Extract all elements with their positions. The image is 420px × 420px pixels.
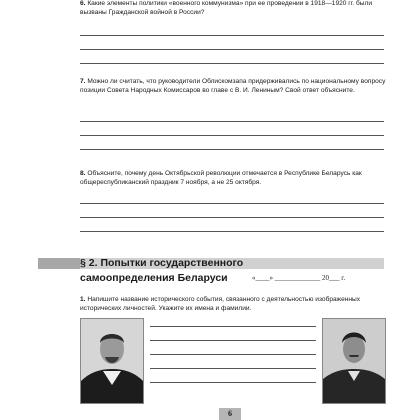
section-question-1-number: 1. (80, 296, 86, 303)
portrait-photo-right (322, 318, 386, 404)
answer-line[interactable] (80, 135, 384, 136)
question-8 (80, 170, 386, 187)
answer-line[interactable] (80, 231, 384, 232)
section-title-line1 (80, 255, 243, 271)
section-question-1 (80, 296, 386, 313)
answer-line[interactable] (150, 340, 316, 341)
question-6-text: Какие элементы политики «военного коммунизма» при ее проведении в 1918—1920 гг. были вызваны Гражданской войной в России? (80, 0, 373, 16)
section-title-line2: самоопределения Беларуси (80, 272, 228, 284)
answer-line[interactable] (80, 63, 384, 64)
answer-line[interactable] (80, 217, 384, 218)
answer-line[interactable] (80, 49, 384, 50)
answer-line[interactable] (150, 368, 316, 369)
portrait-left-image (81, 319, 143, 403)
question-6 (80, 0, 386, 17)
answer-line[interactable] (150, 382, 316, 383)
answer-line[interactable] (80, 149, 384, 150)
section-number: § 2. (80, 257, 98, 269)
question-8-text: Объясните, почему день Октябрьской революции отмечается в Республике Беларусь как общереспубликанский праздник 7 ноября, а не 25 октября. (80, 170, 362, 186)
question-7 (80, 78, 386, 95)
answer-line[interactable] (80, 203, 384, 204)
section-title-text1: Попытки государственного (100, 257, 244, 269)
question-7-text: Можно ли считать, что руководители Облискомзапа придерживались по национальному вопросу позиции Совета Народных Комиссаров во главе с В. И. Лениным? Свой ответ объясните. (80, 78, 386, 94)
section-marker-bar (38, 258, 80, 269)
portrait-photo-left (80, 318, 144, 404)
question-6-number: 6. (80, 0, 86, 7)
date-field[interactable]: «____» _____________ 20___ г. (252, 274, 346, 282)
answer-line[interactable] (150, 354, 316, 355)
page-number: 6 (219, 408, 241, 420)
answer-line[interactable] (80, 35, 384, 36)
answer-line[interactable] (80, 121, 384, 122)
section-question-1-text: Напишите название исторического события, связанного с деятельностью изображенных исторических личностей. Укажите их имена и фамилии. (80, 296, 361, 312)
answer-line[interactable] (150, 326, 316, 327)
question-7-number: 7. (80, 78, 86, 85)
portrait-right-image (323, 319, 385, 403)
question-8-number: 8. (80, 170, 86, 177)
